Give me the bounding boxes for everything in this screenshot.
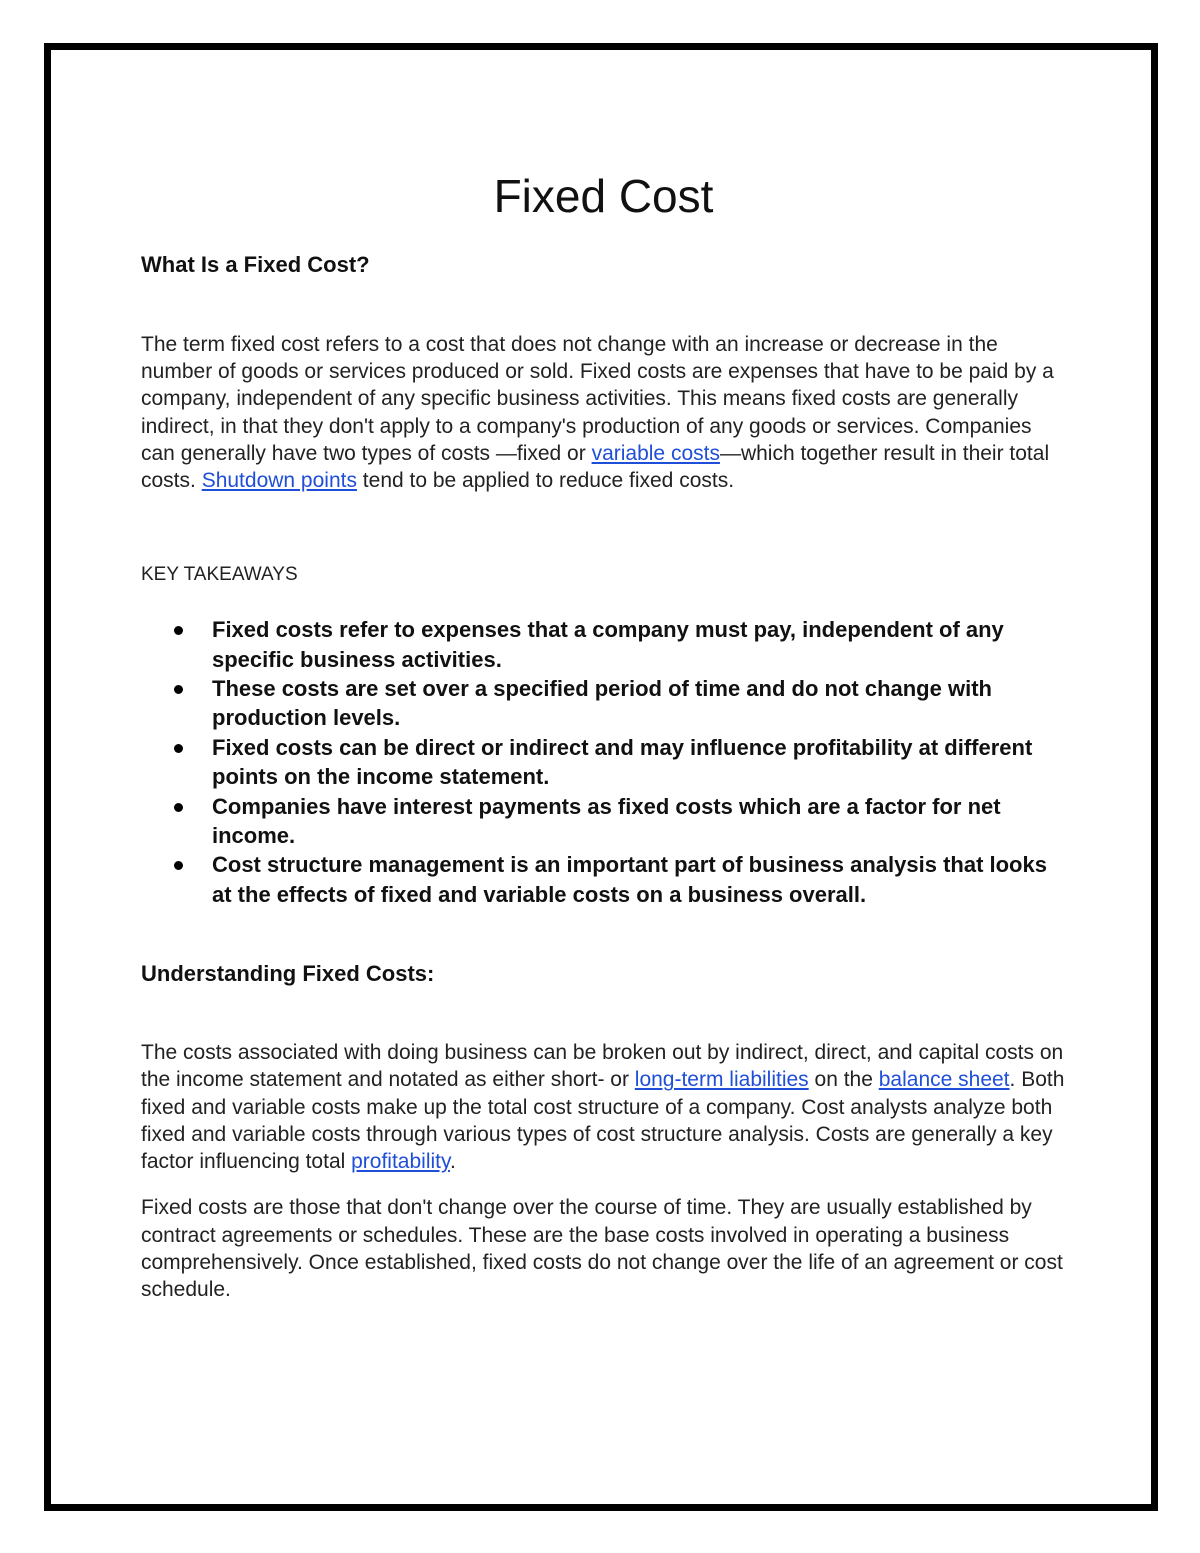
- bullet-icon: [174, 744, 183, 753]
- list-item: [141, 733, 1066, 792]
- takeaway-text: These costs are set over a specified period of time and do not change with production levels.: [212, 676, 992, 731]
- bullet-icon: [174, 685, 183, 694]
- intro-text-part1: The term fixed cost refers to a cost that does not change with an increase or decrease in the number of goods or services produced or sold. Fixed costs are expenses that have to be paid by a company, independent of any specific business activities. This means fixed costs are generally indirect, in that they don't apply to a company's production of any goods or services. Companies can generally have two types of costs —fixed or: [141, 333, 1054, 465]
- document-body: [141, 165, 1066, 1303]
- understanding-text-part2: on the: [808, 1068, 879, 1092]
- understanding-paragraph-1: [141, 1039, 1066, 1175]
- understanding-paragraph-2: Fixed costs are those that don't change over the course of time. They are usually established by contract agreements or schedules. These are the base costs involved in operating a business comprehensively. Once established, fixed costs do not change over the life of an agreement or cost schedule.: [141, 1196, 1063, 1301]
- profitability-link[interactable]: profitability: [351, 1150, 450, 1174]
- shutdown-points-link[interactable]: Shutdown points: [201, 469, 357, 493]
- variable-costs-link[interactable]: variable costs: [591, 441, 720, 465]
- page-title: Fixed Cost: [493, 170, 714, 222]
- list-item: [141, 792, 1066, 851]
- list-item: [141, 850, 1066, 909]
- intro-paragraph: [141, 331, 1066, 494]
- intro-text-part2: —which together result in their total costs.: [141, 441, 1050, 493]
- list-item: [141, 674, 1066, 733]
- bullet-icon: [174, 626, 183, 635]
- section-heading-understanding-fixed-costs: Understanding Fixed Costs:: [141, 961, 435, 987]
- takeaway-text: Fixed costs can be direct or indirect and may influence profitability at different points on the income statement.: [212, 734, 1033, 790]
- long-term-liabilities-link[interactable]: long-term liabilities: [634, 1068, 809, 1092]
- takeaway-text: Companies have interest payments as fixed costs which are a factor for net income.: [212, 793, 1001, 849]
- understanding-text-part1: The costs associated with doing business can be broken out by indirect, direct, and capital costs on the income statement and notated as either short- or: [141, 1041, 1064, 1092]
- understanding-text-part3: . Both fixed and variable costs make up the total cost structure of a company. Cost analysts analyze both fixed and variable costs through various types of cost structure analysis. Costs are generally a key factor influencing total: [141, 1068, 1065, 1174]
- list-item: [141, 615, 1066, 674]
- bullet-icon: [174, 803, 183, 812]
- balance-sheet-link[interactable]: balance sheet: [878, 1068, 1010, 1092]
- bullet-icon: [174, 861, 183, 870]
- understanding-text-part4: .: [449, 1150, 456, 1174]
- intro-text-part3: tend to be applied to reduce fixed costs.: [356, 469, 735, 493]
- takeaway-text: Fixed costs refer to expenses that a company must pay, independent of any specific business activities.: [212, 617, 1004, 672]
- key-takeaways-label: KEY TAKEAWAYS: [141, 564, 298, 586]
- section-heading-what-is-fixed-cost: What Is a Fixed Cost?: [141, 252, 370, 277]
- takeaway-text: Cost structure management is an important part of business analysis that looks at the effects of fixed and variable costs on a business overall.: [212, 852, 1047, 907]
- key-takeaways-list: [141, 615, 1066, 909]
